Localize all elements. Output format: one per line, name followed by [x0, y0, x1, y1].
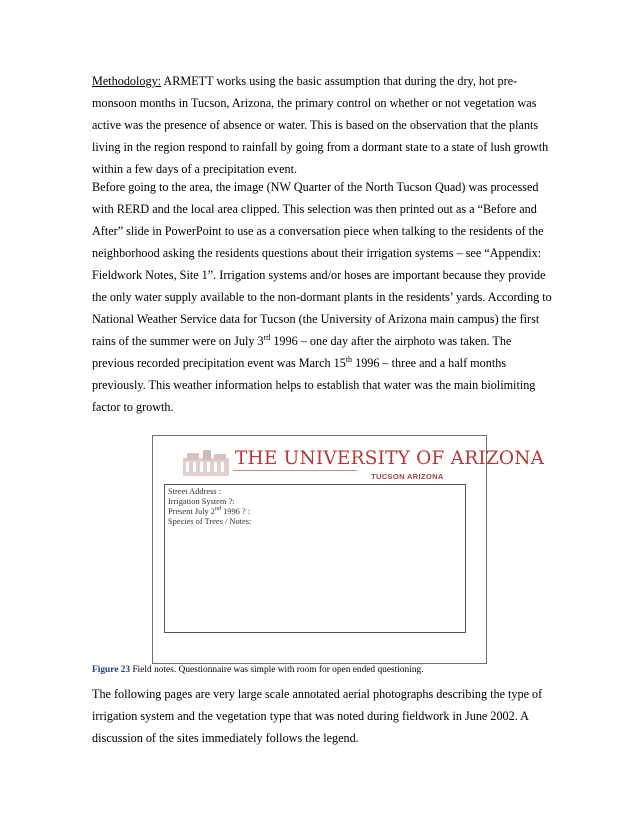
figure-caption-text: Field notes. Questionnaire was simple with room for open ended questioning.	[130, 665, 424, 675]
methodology-paragraph	[92, 70, 552, 180]
present-text-a: Present July 2	[168, 507, 215, 516]
banner-rule	[233, 470, 357, 471]
methodology-text: ARMETT works using the basic assumption that during the dry, hot pre-monsoon months in Tucson, Arizona, the primary control on whether or not vegetation was active was the presence of absence or water. This is based on the observation that the plants living in the region respond to rainfall by going from a dormant state to a state of lush growth within a few days of a precipitation event.	[92, 74, 549, 176]
ordinal-rd: rd	[263, 332, 271, 342]
figure-label: Figure 23	[92, 665, 131, 675]
irrigation-system-field: Irrigation System ?:	[168, 497, 235, 506]
preparation-text-2: 1996 – one day after the airphoto was taken. The previous recorded precipitation event was March 15	[92, 334, 512, 370]
methodology-heading: Methodology:	[92, 74, 162, 88]
present-text-b: 1996 ? :	[221, 507, 251, 516]
street-address-field: Street Address :	[168, 487, 222, 496]
preparation-paragraph	[92, 176, 552, 418]
preparation-text-1: Before going to the area, the image (NW Quarter of the North Tucson Quad) was processed with RERD and the local area clipped. This selection was then printed out as a “Before and After” slide in PowerPoint to use as a conversation piece when talking to the residents of the neighborhood asking the residents questions about their irrigation systems – see “Appendix: Fieldwork Notes, Site 1”. Irrigation systems and/or hoses are important because they provide the only water supply available to the non-dormant plants in the residents’ yards. According to National Weather Service data for Tucson (the University of Arizona main campus) the first rains of the summer were on July 3	[92, 180, 552, 348]
field-notes-figure	[152, 435, 545, 664]
present-date-field	[168, 507, 250, 516]
questionnaire-form	[164, 484, 466, 633]
figure-caption	[92, 665, 424, 675]
species-notes-field: Species of Trees / Notes:	[168, 517, 252, 526]
university-title: THE UNIVERSITY OF ARIZONA	[235, 448, 545, 469]
closing-paragraph: The following pages are very large scale annotated aerial photographs describing the type of irrigation system and the vegetation type that was noted during fieldwork in June 2002. A discussion of the sites immediately follows the legend.	[92, 687, 543, 745]
preparation-text-3: 1996 – three and a half months previously. This weather information helps to establish that water was the main biolimiting factor to growth.	[92, 356, 536, 414]
ordinal-th: th	[345, 354, 353, 364]
university-banner	[181, 446, 545, 486]
campus-building-icon	[181, 448, 231, 478]
university-subtitle: TUCSON ARIZONA	[371, 472, 444, 481]
ordinal-nd: nd	[215, 506, 221, 513]
